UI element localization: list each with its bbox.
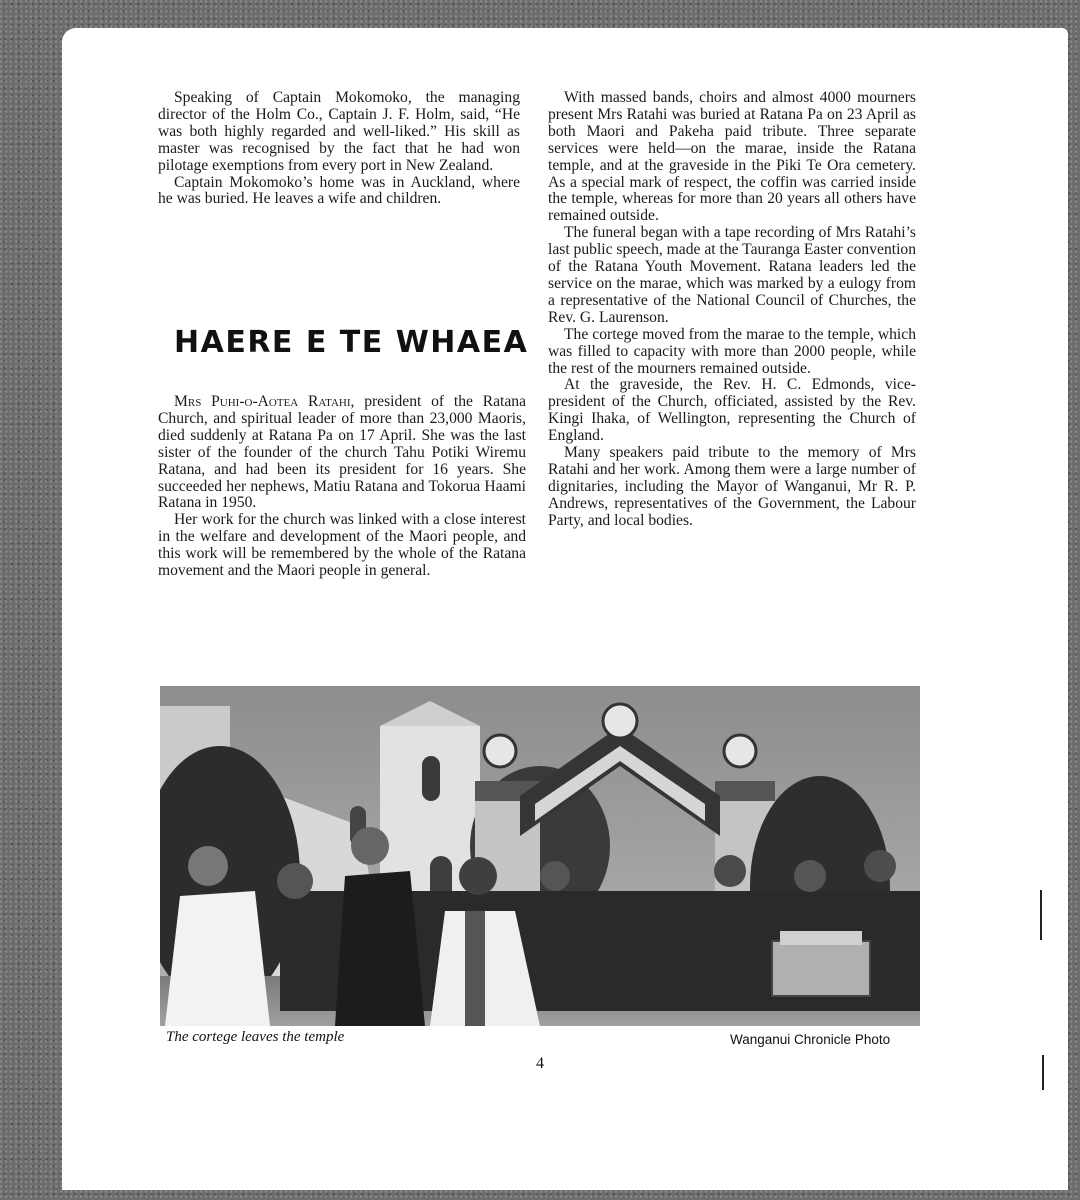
mokomoko-article-column <box>158 90 520 208</box>
page-number: 4 <box>536 1055 544 1072</box>
mokomoko-paragraph: Captain Mokomoko’s home was in Auckland, where he was buried. He leaves a wife and children. <box>158 173 520 208</box>
cortege-photo <box>160 686 920 1026</box>
funeral-paragraph: At the graveside, the Rev. H. C. Edmonds, vice-president of the Church, officiated, assisted by the Rev. Kingi Ihaka, of Wellington, representing the Church of England. <box>548 376 916 445</box>
funeral-paragraph: The funeral began with a tape recording of Mrs Ratahi’s last public speech, made at the Tauranga Easter convention of the Ratana Youth Movement. Ratana leaders led the service on the marae, which was marked by a eulogy from a representative of the National Council of Churches, the Rev. G. Laurenson. <box>548 224 916 326</box>
photo-credit: Wanganui Chronicle Photo <box>730 1032 891 1047</box>
edge-mark <box>1040 890 1042 940</box>
funeral-article-column <box>548 90 916 530</box>
ratahi-article-column <box>158 394 526 580</box>
photo-caption: The cortege leaves the temple <box>166 1029 345 1045</box>
article-headline: HAERE E TE WHAEA <box>174 325 529 360</box>
funeral-paragraph: With massed bands, choirs and almost 4000 mourners present Mrs Ratahi was buried at Ratana Pa on 23 April as both Maori and Pakeha paid tribute. Three separate services were held—on the marae, inside the Ratana temple, and at the graveside in the Piki Te Ora cemetery. As a special mark of respect, the coffin was carried inside the temple, whereas for more than 20 years all others have remained outside. <box>548 89 916 225</box>
ratahi-paragraph-1 <box>158 394 526 512</box>
mokomoko-paragraph: Speaking of Captain Mokomoko, the managing director of the Holm Co., Captain J. F. Holm, said, “He was both highly regarded and well-liked.” His skill as master was recognised by the fact that he had won pilotage exemptions from every port in New Zealand. <box>158 89 520 174</box>
lead-name: Mrs Puhi-o-Aotea Ratahi, <box>174 393 355 410</box>
lead-paragraph-text: president of the Ratana Church, and spiritual leader of more than 23,000 Maoris, died suddenly at Ratana Pa on 17 April. She was the last sister of the founder of the church Tahu Potiki Wiremu Ratana, and had been its president for 16 years. She succeeded her nephews, Matiu Ratana and Tokorua Haami Ratana in 1950. <box>158 393 526 512</box>
funeral-paragraph: Many speakers paid tribute to the memory of Mrs Ratahi and her work. Among them were a large number of dignitaries, including the Mayor of Wanganui, Mr R. P. Andrews, representatives of the Government, the Labour Party, and local bodies. <box>548 444 916 529</box>
edge-mark <box>1042 1055 1044 1090</box>
funeral-paragraph: The cortege moved from the marae to the temple, which was filled to capacity with more than 2000 people, while the rest of the mourners remained outside. <box>548 325 916 377</box>
ratahi-paragraph-2: Her work for the church was linked with a close interest in the welfare and development of the Maori people, and this work will be remembered by the whole of the Ratana movement and the Maori people in general. <box>158 511 526 580</box>
